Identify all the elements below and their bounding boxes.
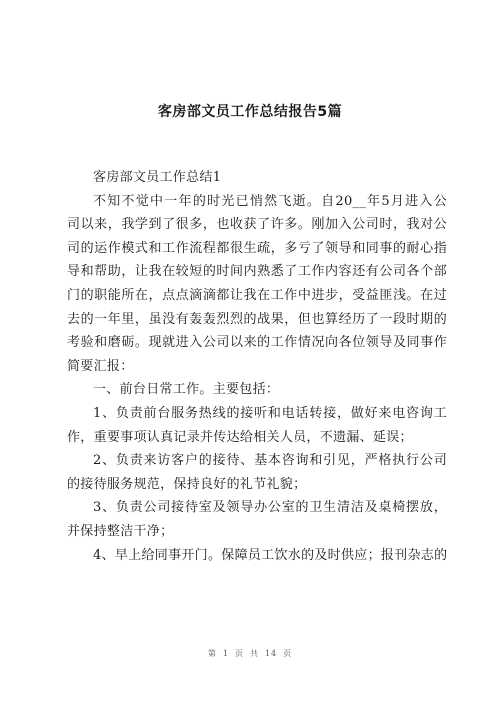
page-footer [0,648,500,659]
paragraph-line: 考验和磨砺。现就进入公司以来的工作情况向各位领导及同事作 [67,335,447,351]
footer-page-number: 1 [222,649,229,658]
footer-total-unit: 页 [283,649,293,658]
list-item-line: 4、早上给同事开门。保障员工饮水的及时供应；报刊杂志的 [93,547,448,563]
footer-total-pages: 14 [264,649,278,658]
paragraph-line: 司以来，我学到了很多，也收获了许多。刚加入公司时，我对公 [67,217,447,233]
document-title: 客房部文员工作总结报告5篇 [157,104,343,120]
footer-total-label: 共 [249,649,259,658]
list-item-line: 的接待服务规范，保持良好的礼节礼貌； [67,476,307,492]
list-item-line: 并保持整洁干净； [67,523,174,539]
list-item-line: 1、负责前台服务热线的接听和电话转接，做好来电咨询工 [93,405,447,421]
list-item-line: 3、负责公司接待室及领导办公室的卫生清洁及桌椅摆放， [93,500,447,516]
paragraph-line: 导和帮助，让我在较短的时间内熟悉了工作内容还有公司各个部 [67,264,447,280]
paragraph-line: 去的一年里，虽没有轰轰烈烈的战果，但也算经历了一段时期的 [67,311,447,327]
list-heading: 一、前台日常工作。主要包括： [93,382,280,398]
document-body [67,166,447,567]
list-item-line: 作，重要事项认真记录并传达给相关人员，不遗漏、延误； [67,429,413,445]
footer-page-unit: 页 [234,649,244,658]
footer-page-label: 第 [207,649,217,658]
paragraph-line: 门的职能所在，点点滴滴都让我在工作中进步，受益匪浅。在过 [67,287,447,303]
paragraph-line: 简要汇报： [67,358,134,374]
list-item-line: 2、负责来访客户的接待、基本咨询和引见，严格执行公司 [93,453,447,469]
section-heading: 客房部文员工作总结1 [93,170,222,185]
paragraph-line: 不知不觉中一年的时光已悄然飞逝。自20__年5月进入公 [93,193,447,209]
paragraph-line: 司的运作模式和工作流程都很生疏，多亏了领导和同事的耐心指 [67,240,447,256]
